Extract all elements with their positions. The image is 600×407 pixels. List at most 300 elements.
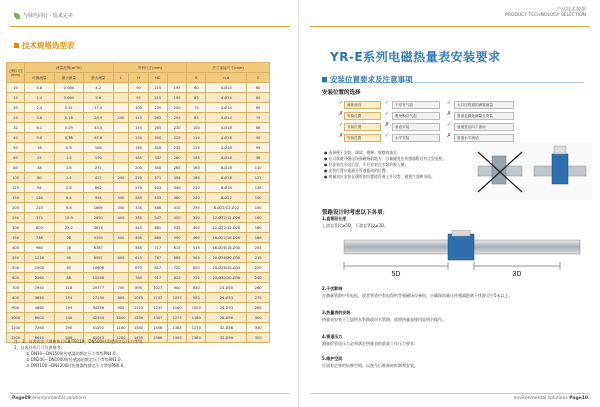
section-title: 技术规格选型表 [14, 40, 75, 51]
table-cell: 0.11 [54, 103, 83, 113]
table-cell: 0.29 [54, 123, 83, 133]
table-cell: 0.6 [54, 143, 83, 153]
table-cell: 200 [7, 203, 25, 213]
table-cell: 1137 [148, 293, 167, 303]
table-cell: 115 [129, 113, 148, 123]
th-min: 最小流量 [54, 73, 83, 83]
table-cell: 86 [247, 123, 270, 133]
table-cell: 20 [7, 103, 25, 113]
check-icon: ✓ [384, 100, 390, 106]
header-right [505, 7, 586, 19]
check-icon: ✓ [384, 133, 390, 139]
table-cell [113, 183, 129, 193]
table-cell: 240 [247, 273, 270, 283]
square-bullet-icon [14, 43, 19, 48]
th-flange: 法兰连接尺寸(mm) [187, 63, 270, 73]
table-cell: 1000 [113, 313, 129, 323]
table-cell: 235 [148, 103, 167, 113]
table-cell: 106 [84, 143, 114, 153]
table-cell: 3.8 [25, 113, 54, 123]
table-cell [113, 143, 129, 153]
table-cell: 460 [187, 233, 206, 243]
table-cell: 60 [247, 93, 270, 103]
check-icon: ✓ [338, 100, 344, 106]
straight-pipe-text: 上游直管段≥5D，下游直管段≥3D。 [322, 222, 388, 228]
table-cell: 215 [148, 93, 167, 103]
table-cell: 0.064 [54, 83, 83, 93]
header-rule [310, 26, 590, 27]
section-heading: 4.管道压力 [322, 334, 343, 339]
position-note: 避免积存气泡 [392, 112, 440, 120]
th-C: C [247, 73, 270, 83]
table-cell: 210 [25, 203, 54, 213]
position-heading: 安装位置的选择 [322, 90, 361, 96]
label-3d: 3D [512, 271, 522, 278]
table-cell: 24.5 [84, 113, 114, 123]
table-cell: 110 [187, 133, 206, 143]
table-cell: 105 [129, 103, 148, 113]
table-cell: 20777 [84, 283, 114, 293]
table-cell: 940 [167, 283, 186, 293]
table-row [7, 143, 270, 153]
table-cell: 1200 [7, 333, 25, 343]
table-cell: 225 [167, 133, 186, 143]
table-cell: 895 [129, 283, 148, 293]
position-desc: 管道走高处测量点安装 [454, 112, 514, 120]
table-cell: 121 [247, 173, 270, 183]
cross-icon: ✗ [338, 111, 344, 117]
footer-rule [310, 393, 590, 394]
table-cell: 24-Ø30 [206, 283, 247, 293]
interference-section [322, 286, 582, 299]
table-cell: 210 [187, 183, 206, 193]
table-cell: 1100 [113, 323, 129, 333]
table-cell: 5193 [84, 233, 114, 243]
table-cell: 1380 [187, 333, 206, 343]
position-label: 安装位置 [344, 134, 381, 142]
table-row [7, 213, 270, 223]
table-cell: 9.6 [54, 203, 83, 213]
table-cell: 954 [84, 193, 114, 203]
table-cell: 340 [167, 183, 186, 193]
header-cn: 产品技术数据 [555, 7, 586, 13]
table-cell [113, 93, 129, 103]
table-cell: 4-Ø14 [206, 113, 247, 123]
table-cell: 600 [25, 223, 54, 233]
table-cell: 486 [148, 203, 167, 213]
position-desc: 大口径管道的满管测量 [454, 101, 514, 109]
table-cell: 320 [247, 333, 270, 343]
position-desc: 管道竖直向下流动 [454, 123, 514, 131]
note-line: ③ DN1100～DN1200时传感器的额定压力等级PN0.6。 [26, 363, 128, 368]
table-cell: 69 [247, 103, 270, 113]
table-cell: 547 [148, 213, 167, 223]
table-cell [113, 243, 129, 253]
table-cell: 265 [148, 113, 167, 123]
position-label: 流体流向 [344, 101, 381, 109]
table-cell: 346 [54, 333, 83, 343]
table-cell: 40 [7, 133, 25, 143]
table-cell: 0.18 [54, 113, 83, 123]
table-cell: 4-Ø14 [206, 93, 247, 103]
table-cell: 1100 [7, 323, 25, 333]
table-row [7, 103, 270, 113]
table-cell: 194 [54, 303, 83, 313]
pipe-diagram [340, 230, 584, 278]
table-cell: 205 [167, 113, 186, 123]
table-cell: 817 [148, 263, 167, 273]
table-cell: 350 [148, 163, 167, 173]
section-text: 热量表安装于上游供水管路或回水管路，依照热量表使用说明书操作。 [322, 316, 446, 322]
table-cell: 306 [167, 173, 186, 183]
table-cell: 917 [148, 273, 167, 283]
table-row [7, 163, 270, 173]
table-cell: 825 [167, 273, 186, 283]
table-cell: 725 [187, 273, 206, 283]
table-row [7, 93, 270, 103]
table-cell: 1000 [7, 313, 25, 323]
table-cell: 1500 [25, 263, 54, 273]
table-row [7, 173, 270, 183]
table-cell: 900 [7, 303, 25, 313]
table-cell: 590 [167, 233, 186, 243]
sub-title: 安装位置要求及注意事项 [322, 74, 413, 85]
table-cell: 1669 [84, 203, 114, 213]
table-cell: 662 [84, 183, 114, 193]
table-cell: 280 [247, 303, 270, 313]
table-cell: 290 [54, 323, 83, 333]
table-cell: 300 [148, 133, 167, 143]
header-rule [10, 26, 290, 27]
table-cell: 32 [7, 123, 25, 133]
table-cell: 681 [148, 223, 167, 233]
table-cell: 8-Ø18 [206, 163, 247, 173]
table-cell: 23.2 [54, 223, 83, 233]
table-cell: 665 [167, 253, 186, 263]
table-cell: 220 [129, 173, 148, 183]
table-cell: 450 [167, 213, 186, 223]
table-cell: 20-Ø26/20-Ø33 [206, 263, 247, 273]
position-note: 不应有气泡 [392, 101, 440, 109]
table-cell: 1115 [129, 303, 148, 313]
table-cell [113, 103, 129, 113]
table-cell [113, 133, 129, 143]
table-row [7, 223, 270, 233]
table-cell: 260 [247, 283, 270, 293]
table-cell: 260 [167, 153, 186, 163]
table-cell: 67.8 [84, 133, 114, 143]
th-max: 可测流量 [25, 73, 54, 83]
page-number: Page09 [12, 396, 31, 401]
table-row [7, 273, 270, 283]
table-cell: 27130 [84, 293, 114, 303]
table-cell: 100 [187, 123, 206, 133]
maintenance-section [322, 356, 582, 369]
table-cell: 185 [129, 153, 148, 163]
table-cell: 535 [167, 223, 186, 233]
table-cell: 20-Ø26/20-Ø30 [206, 253, 247, 263]
table-cell: 350 [7, 233, 25, 243]
table-cell: 38 [25, 163, 54, 173]
table-row [7, 283, 270, 293]
section-text: 在测量管路中有电机，或者管道中有电焊机等强磁场设备时，应确保流量计传感器距离干扰源至少5米以上。 [322, 292, 513, 298]
table-cell: 200 [167, 103, 186, 113]
table-cell: 350 [187, 213, 206, 223]
table-cell: 4.2 [84, 83, 114, 93]
table-cell: 337 [148, 153, 167, 163]
table-cell: 160 [247, 213, 270, 223]
table-cell: 285 [129, 193, 148, 203]
table-cell: 4-Ø14 [206, 103, 247, 113]
table-cell: 61043 [84, 333, 114, 343]
table-cell: 240 [187, 193, 206, 203]
table-cell: 215 [247, 253, 270, 263]
table-cell: 16 [25, 143, 54, 153]
table-cell: 615 [129, 253, 148, 263]
table-cell: 16-Ø22/16-Ø26 [206, 233, 247, 243]
right-page [300, 0, 600, 407]
position-bullets [324, 150, 464, 180]
footer-text: environmental solutions [32, 396, 87, 401]
table-cell: 6.4 [54, 193, 83, 203]
section-heading: 2.干扰影响 [322, 286, 343, 291]
table-cell: 10 [7, 83, 25, 93]
table-cell: 150 [7, 193, 25, 203]
table-cell: 25 [7, 113, 25, 123]
table-cell: 125 [187, 143, 206, 153]
table-cell: 515 [187, 243, 206, 253]
header-en: PRODUCT TECHNOLOGY SELECTION [505, 13, 586, 18]
table-cell: 205 [247, 243, 270, 253]
table-row [7, 133, 270, 143]
table-cell: 75 [187, 103, 206, 113]
table-cell: 270 [247, 293, 270, 303]
footer-left [12, 396, 86, 401]
table-cell: 400 [113, 213, 129, 223]
table-cell: 250 [113, 173, 129, 183]
th-flow: 流量范围(m³/h) [25, 63, 113, 73]
cross-icon: ✗ [384, 122, 390, 128]
table-cell: 350 [113, 203, 129, 213]
brand-tagline: 与绿色同行 · 追求完美 [14, 12, 73, 19]
cross-icon: ✗ [446, 111, 452, 117]
table-cell: 28-Ø33 [206, 303, 247, 313]
th-dn: 公称口径(mm) [7, 63, 25, 83]
table-cell: 1237 [148, 303, 167, 313]
check-icon: ✓ [338, 122, 344, 128]
table-cell: 170 [84, 153, 114, 163]
table-row [7, 313, 270, 323]
table-cell: 6.1 [25, 123, 54, 133]
table-row [7, 323, 270, 333]
table-cell: 1015 [129, 293, 148, 303]
table-cell: 60 [54, 263, 83, 273]
table-cell: 65 [7, 153, 25, 163]
table-cell: 767 [148, 253, 167, 263]
table-cell: 1200 [113, 333, 129, 343]
table-cell: 95 [247, 143, 270, 153]
table-cell: 16-Ø26/16-Ø30 [206, 243, 247, 253]
table-cell: 10606 [84, 263, 114, 273]
table-row [7, 293, 270, 303]
table-cell: 500 [113, 233, 129, 243]
table-row [7, 123, 270, 133]
table-cell: 195 [167, 93, 186, 103]
table-cell: 136 [247, 183, 270, 193]
table-cell: 118 [54, 283, 83, 293]
table-cell: 0.38 [54, 133, 83, 143]
table-cell: 24-Ø33 [206, 293, 247, 303]
th-K: K [187, 73, 206, 83]
table-cell: 840 [187, 283, 206, 293]
table-cell: 717 [148, 243, 167, 253]
table-cell: 495 [129, 233, 148, 243]
table-cell: 1385 [167, 323, 186, 333]
table-cell: 34336 [84, 303, 114, 313]
table-cell [113, 263, 129, 273]
th-top: 最大流量 [84, 73, 114, 83]
th-nd: n-d [206, 73, 247, 83]
table-cell: 4-Ø18 [206, 143, 247, 153]
table-cell: 685 [148, 233, 167, 243]
table-cell: 8640 [25, 333, 54, 343]
position-label: 安装位置 [344, 112, 381, 120]
position-note: 垂直安装 [392, 123, 440, 131]
table-cell: 4-Ø18 [206, 123, 247, 133]
table-cell: 32-Ø39 [206, 333, 247, 343]
table-cell: 4860 [25, 303, 54, 313]
table-cell: 670 [129, 263, 148, 273]
table-cell: 186 [247, 233, 270, 243]
table-cell: 3816 [84, 223, 114, 233]
table-cell: 0.064 [54, 93, 83, 103]
table-cell: 1.5 [54, 153, 83, 163]
table-cell [113, 223, 129, 233]
table-cell: 4-Ø18 [206, 133, 247, 143]
table-cell: 1160 [187, 313, 206, 323]
table-cell: 433 [148, 193, 167, 203]
sub-title-rule [322, 82, 584, 83]
table-cell: 1495 [167, 333, 186, 343]
table-cell: 235 [167, 143, 186, 153]
bullet-item: ● 选择便于安装、调试、维修、观察的地方； [324, 150, 401, 155]
table-cell: 780 [129, 273, 148, 283]
table-cell: 1270 [187, 323, 206, 333]
table-cell: 8-Ø18 [206, 173, 247, 183]
table-cell: 1340 [129, 323, 148, 333]
table-cell: 1.4 [25, 93, 54, 103]
table-cell: 265 [167, 163, 186, 173]
table-cell: 300 [7, 223, 25, 233]
note-line: 2、仪表外形尺寸仅供参考； [14, 345, 65, 350]
table-cell: 1347 [148, 313, 167, 323]
table-cell: 1275 [167, 313, 186, 323]
table-cell: 800 [7, 293, 25, 303]
table-row [7, 253, 270, 263]
table-cell: 180 [187, 173, 206, 183]
table-cell [113, 123, 129, 133]
design-heading: 管路设计时考虑以下各项： [322, 210, 389, 216]
table-cell: 150 [247, 203, 270, 213]
bullet-item: ● 应可靠避开强电场强磁场的地方，尽量避免在传感器附近有大型电机； [324, 156, 447, 161]
table-cell: 271 [84, 163, 114, 173]
check-icon: ✓ [446, 100, 452, 106]
table-row [7, 263, 270, 273]
table-cell: 86 [54, 273, 83, 283]
page-number: Page10 [569, 396, 588, 401]
table-notes [14, 339, 284, 369]
table-cell: 15.9 [54, 213, 83, 223]
install-section [322, 310, 582, 323]
table-cell: 8-Ø22 [206, 193, 247, 203]
table-cell: 600 [7, 273, 25, 283]
table-cell: 90 [129, 83, 148, 93]
table-cell: 90 [247, 133, 270, 143]
table-cell: 1055 [167, 293, 186, 303]
table-cell: 28-Ø36 [206, 313, 247, 323]
table-cell: 4-Ø14 [206, 83, 247, 93]
table-cell: 700 [7, 283, 25, 293]
table-cell: 440 [129, 223, 148, 233]
table-cell: 250 [7, 213, 25, 223]
table-cell: 136 [25, 193, 54, 203]
th-blank [167, 73, 186, 83]
table-cell: 400 [187, 223, 206, 233]
bullet-item: ● 应安装在水泵后面，不应安装在水泵的吸入端； [324, 162, 409, 167]
table-cell: 15268 [84, 273, 114, 283]
table-cell: 100 [7, 173, 25, 183]
table-cell: 40 [54, 253, 83, 263]
table-cell: 380 [167, 193, 186, 203]
table-cell: 8591 [84, 253, 114, 263]
table-cell: 43.4 [84, 123, 114, 133]
section-heading: 3.热量表的安装 [322, 310, 351, 315]
table-cell: 620 [187, 263, 206, 273]
check-icon: ✓ [446, 122, 452, 128]
table-cell [113, 163, 129, 173]
table-cell: 60 [187, 83, 206, 93]
pressure-section [322, 334, 582, 347]
table-cell: 150 [247, 193, 270, 203]
table-cell: 98 [247, 153, 270, 163]
table-cell: 2650 [84, 213, 114, 223]
position-note: 水平安装 [392, 134, 440, 142]
section-heading: 5.维护空间 [322, 356, 343, 361]
footer-right [514, 396, 588, 401]
table-cell: 140 [129, 123, 148, 133]
table-cell: 12-Ø22/12-Ø26 [206, 213, 247, 223]
position-desc: 管道水平流动 [454, 134, 514, 142]
table-cell: 300 [247, 313, 270, 323]
table-cell: 25 [25, 153, 54, 163]
table-cell: 2.4 [25, 103, 54, 113]
installation-illustration [472, 142, 592, 200]
table-cell: 6787 [84, 243, 114, 253]
table-cell: 960 [25, 243, 54, 253]
table-cell: 1.6 [54, 163, 83, 173]
table-row [7, 203, 270, 213]
table-cell: 28 [54, 233, 83, 243]
table-cell: 1027 [148, 283, 167, 293]
table-cell: 250 [129, 183, 148, 193]
table-cell: 8-Ø22/12-Ø22 [206, 203, 247, 213]
table-row [7, 83, 270, 93]
table-cell: 403 [148, 183, 167, 193]
table-cell: 32-Ø36 [206, 323, 247, 333]
straight-pipe-title: 1.直管段长度 [322, 216, 347, 221]
table-cell: 500 [7, 263, 25, 273]
table-cell: 165 [129, 143, 148, 153]
